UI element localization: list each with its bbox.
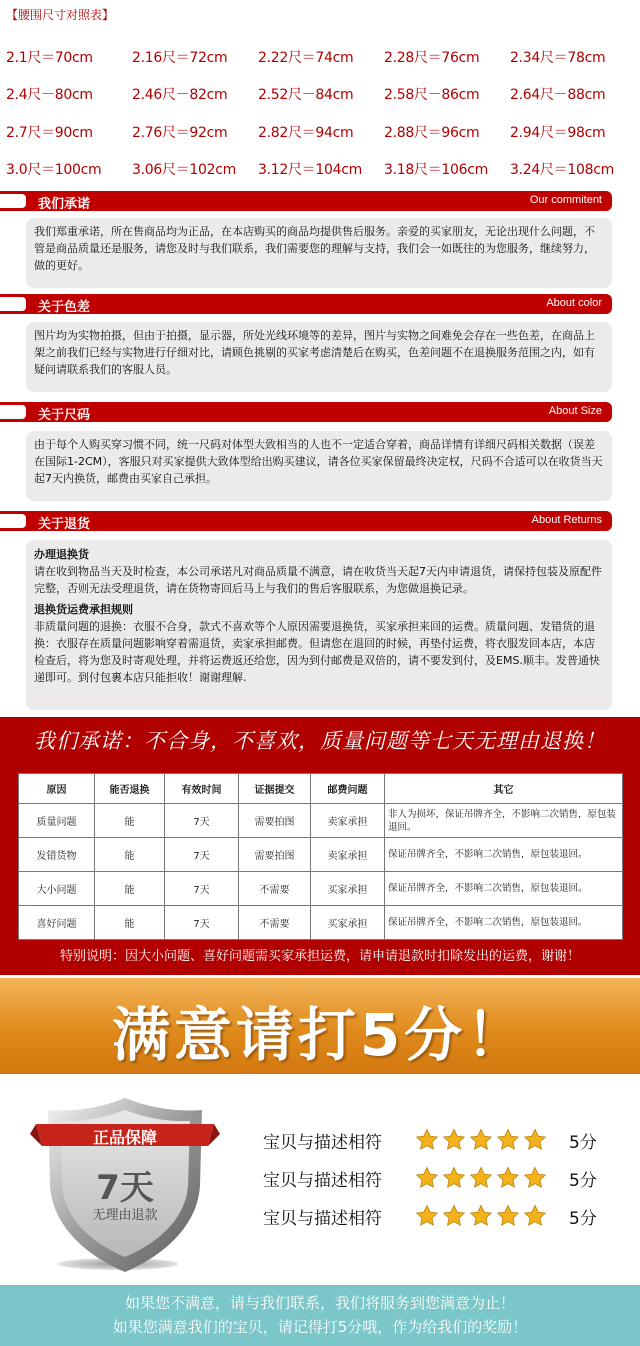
table-cell: 能 (95, 804, 165, 838)
table-cell: 非人为损坏，保证吊牌齐全，不影响二次销售，原包装退回。 (385, 804, 623, 838)
table-cell: 能 (95, 872, 165, 906)
table-cell: 7天 (165, 804, 239, 838)
star-icon (442, 1166, 466, 1190)
section-header-returns (0, 511, 612, 531)
table-cell: 7天 (165, 838, 239, 872)
return-policy-banner (0, 717, 640, 975)
section-title: 关于尺码 (38, 408, 91, 423)
table-cell: 保证吊牌齐全，不影响二次销售，原包装退回。 (385, 872, 623, 906)
table-cell: 需要拍图 (239, 838, 311, 872)
section-text: 非质量问题的退换：衣服不合身，款式不喜欢等个人原因需要退换货，买家承担来回的运费。质量问题、发错货的退换：衣服存在质量问题影响穿着需退货，卖家承担邮费。但请您在退回的时候，再垫付运费，将衣服发回本店，本店检查后，将为您及时寄观处理，并将运费返还给您，因为到付邮费是双倍的，请不要发到付，及EMS.顺丰。发普通快递即可。到付包裹本店只能拒收！谢谢理解. (34, 620, 600, 684)
star-icon (496, 1204, 520, 1228)
return-note: 特别说明：因大小问题、喜好问题需买家承担运费，请申请退款时扣除发出的运费，谢谢！ (59, 949, 580, 964)
footer-banner (0, 1285, 640, 1346)
star-icon (496, 1128, 520, 1152)
column-header: 其它 (385, 774, 623, 804)
table-row (19, 872, 623, 906)
table-cell: 7天 (165, 906, 239, 940)
table-row (19, 804, 623, 838)
column-header: 原因 (19, 774, 95, 804)
guarantee-shield-badge (30, 1090, 220, 1280)
section-header-color (0, 294, 612, 314)
size-cell: 2.76尺＝92cm (132, 124, 228, 141)
size-cell: 2.34尺＝78cm (510, 49, 606, 66)
star-icon (469, 1166, 493, 1190)
table-cell: 保证吊牌齐全，不影响二次销售，原包装退回。 (385, 838, 623, 872)
rating-row (263, 1201, 608, 1231)
section-title-en: About color (546, 297, 602, 309)
table-cell: 买家承担 (311, 906, 385, 940)
star-icon (523, 1166, 547, 1190)
size-cell: 2.16尺＝72cm (132, 49, 228, 66)
star-icon (415, 1166, 439, 1190)
section-header-size (0, 402, 612, 422)
section-header-commitment (0, 191, 612, 211)
badge-top-text: 正品保障 (92, 1128, 157, 1147)
star-rating (415, 1166, 563, 1190)
column-header: 有效时间 (165, 774, 239, 804)
size-row (6, 113, 636, 151)
rating-label: 宝贝与描述相符 (263, 1170, 382, 1191)
size-cell: 2.28尺＝76cm (384, 49, 480, 66)
section-title: 关于退货 (38, 517, 91, 532)
size-row (6, 76, 636, 114)
size-cell: 3.24尺＝108cm (510, 162, 614, 179)
star-icon (469, 1204, 493, 1228)
star-icon (496, 1166, 520, 1190)
rating-banner (0, 978, 640, 1074)
rating-score: 5分 (569, 1132, 597, 1153)
table-cell: 卖家承担 (311, 804, 385, 838)
header-tab-decoration (0, 405, 26, 419)
table-row (19, 906, 623, 940)
table-header-row (19, 774, 623, 804)
section-body-commitment (26, 218, 612, 288)
star-icon (442, 1204, 466, 1228)
table-cell: 发错货物 (19, 838, 95, 872)
section-text: 图片均为实物拍摄，但由于拍摄，显示器，所处光线环境等的差异，图片与实物之间难免会存在一些色差，在商品上架之前我们已经与实物进行仔细对比，请顾色挑剔的买家考虑清楚后在购买，色差问题不在退换服务范围之内，如有疑问请联系我们的客服人员。 (34, 329, 595, 376)
rating-row (263, 1125, 608, 1155)
rating-label: 宝贝与描述相符 (263, 1208, 382, 1229)
table-cell: 卖家承担 (311, 838, 385, 872)
size-cell: 2.22尺＝74cm (258, 49, 354, 66)
size-cell: 3.12尺＝104cm (258, 162, 362, 179)
size-cell: 2.4尺－80cm (6, 87, 93, 104)
table-cell: 不需要 (239, 906, 311, 940)
header-tab-decoration (0, 194, 26, 208)
size-cell: 2.7尺＝90cm (6, 124, 93, 141)
rating-score: 5分 (569, 1208, 597, 1229)
size-cell: 2.1尺＝70cm (6, 49, 93, 66)
column-header: 能否退换 (95, 774, 165, 804)
size-cell: 3.06尺＝102cm (132, 162, 236, 179)
section-text: 由于每个人购买穿习惯不同，统一尺码对体型大致相当的人也不一定适合穿着，商品详情有详细尺码相关数据（误差在国际1-2CM），客服只对买家提供大致体型给出购买建议，请各位买家保留最终决定权，尺码不合适可以在收货当天起7天内换货，邮费由买家自己承担。 (34, 438, 603, 485)
section-text: 请在收到物品当天及时检查，本公司承诺凡对商品质量不满意，请在收货当天起7天内申请退货，请保持包装及原配件完整，否则无法受理退货，请在货物寄回后马上与我们的售后客服联系，为您做退换记录。 (34, 565, 602, 595)
return-policy-table (18, 773, 623, 940)
column-header: 证据提交 (239, 774, 311, 804)
section-body-returns (26, 540, 612, 710)
size-chart-title: 【腰围尺寸对照表】 (6, 8, 115, 22)
size-cell: 3.0尺＝100cm (6, 162, 102, 179)
size-cell: 2.94尺＝98cm (510, 124, 606, 141)
table-cell: 不需要 (239, 872, 311, 906)
star-icon (523, 1204, 547, 1228)
size-cell: 2.46尺－82cm (132, 87, 228, 104)
table-cell: 喜好问题 (19, 906, 95, 940)
rating-score: 5分 (569, 1170, 597, 1191)
section-title: 我们承诺 (38, 197, 91, 212)
size-cell: 2.58尺－86cm (384, 87, 480, 104)
header-tab-decoration (0, 514, 26, 528)
size-chart-grid (6, 38, 636, 188)
table-row (19, 838, 623, 872)
star-icon (415, 1204, 439, 1228)
footer-line: 如果您满意我们的宝贝，请记得打5分哦，作为给我们的奖励！ (112, 1318, 528, 1336)
star-icon (415, 1128, 439, 1152)
section-text: 我们郑重承诺，所在售商品均为正品，在本店购买的商品均提供售后服务。亲爱的买家朋友，无论出现什么问题，不管是商品质量还是服务，请您及时与我们联系，我们需要您的理解与支持，我们会一如既往的为您服务，继续努力，做的更好。 (34, 225, 595, 272)
table-cell: 7天 (165, 872, 239, 906)
size-cell: 2.88尺＝96cm (384, 124, 480, 141)
rating-banner-text: 满意请打5分！ (111, 1001, 529, 1069)
section-body-color (26, 322, 612, 392)
table-cell: 保证吊牌齐全，不影响二次销售，原包装退回。 (385, 906, 623, 940)
return-slogan: 我们承诺：不合身，不喜欢，质量问题等七天无理由退换！ (34, 729, 606, 753)
size-cell: 2.64尺－88cm (510, 87, 606, 104)
star-icon (469, 1128, 493, 1152)
badge-big-text: 7天 (96, 1168, 154, 1208)
star-icon (523, 1128, 547, 1152)
section-title-en: Our commitent (529, 194, 602, 206)
star-rating (415, 1204, 563, 1228)
size-cell: 2.82尺＝94cm (258, 124, 354, 141)
section-title: 关于色差 (38, 300, 91, 315)
section-title-en: About Returns (531, 514, 602, 526)
size-cell: 3.18尺＝106cm (384, 162, 488, 179)
table-cell: 质量问题 (19, 804, 95, 838)
table-cell: 能 (95, 838, 165, 872)
header-tab-decoration (0, 297, 26, 311)
rating-row (263, 1163, 608, 1193)
size-row (6, 38, 636, 76)
table-cell: 大小问题 (19, 872, 95, 906)
column-header: 邮费问题 (311, 774, 385, 804)
table-cell: 能 (95, 906, 165, 940)
table-cell: 需要拍图 (239, 804, 311, 838)
table-cell: 买家承担 (311, 872, 385, 906)
badge-sub-text: 无理由退款 (92, 1208, 158, 1223)
section-subtitle: 退换货运费承担规则 (34, 603, 133, 616)
section-subtitle: 办理退换货 (34, 548, 89, 561)
footer-line: 如果您不满意，请与我们联系，我们将服务到您满意为止！ (124, 1294, 515, 1312)
rating-label: 宝贝与描述相符 (263, 1132, 382, 1153)
star-rating (415, 1128, 563, 1152)
size-row (6, 151, 636, 189)
section-body-size (26, 431, 612, 501)
size-cell: 2.52尺－84cm (258, 87, 354, 104)
section-title-en: About Size (548, 405, 602, 417)
star-icon (442, 1128, 466, 1152)
